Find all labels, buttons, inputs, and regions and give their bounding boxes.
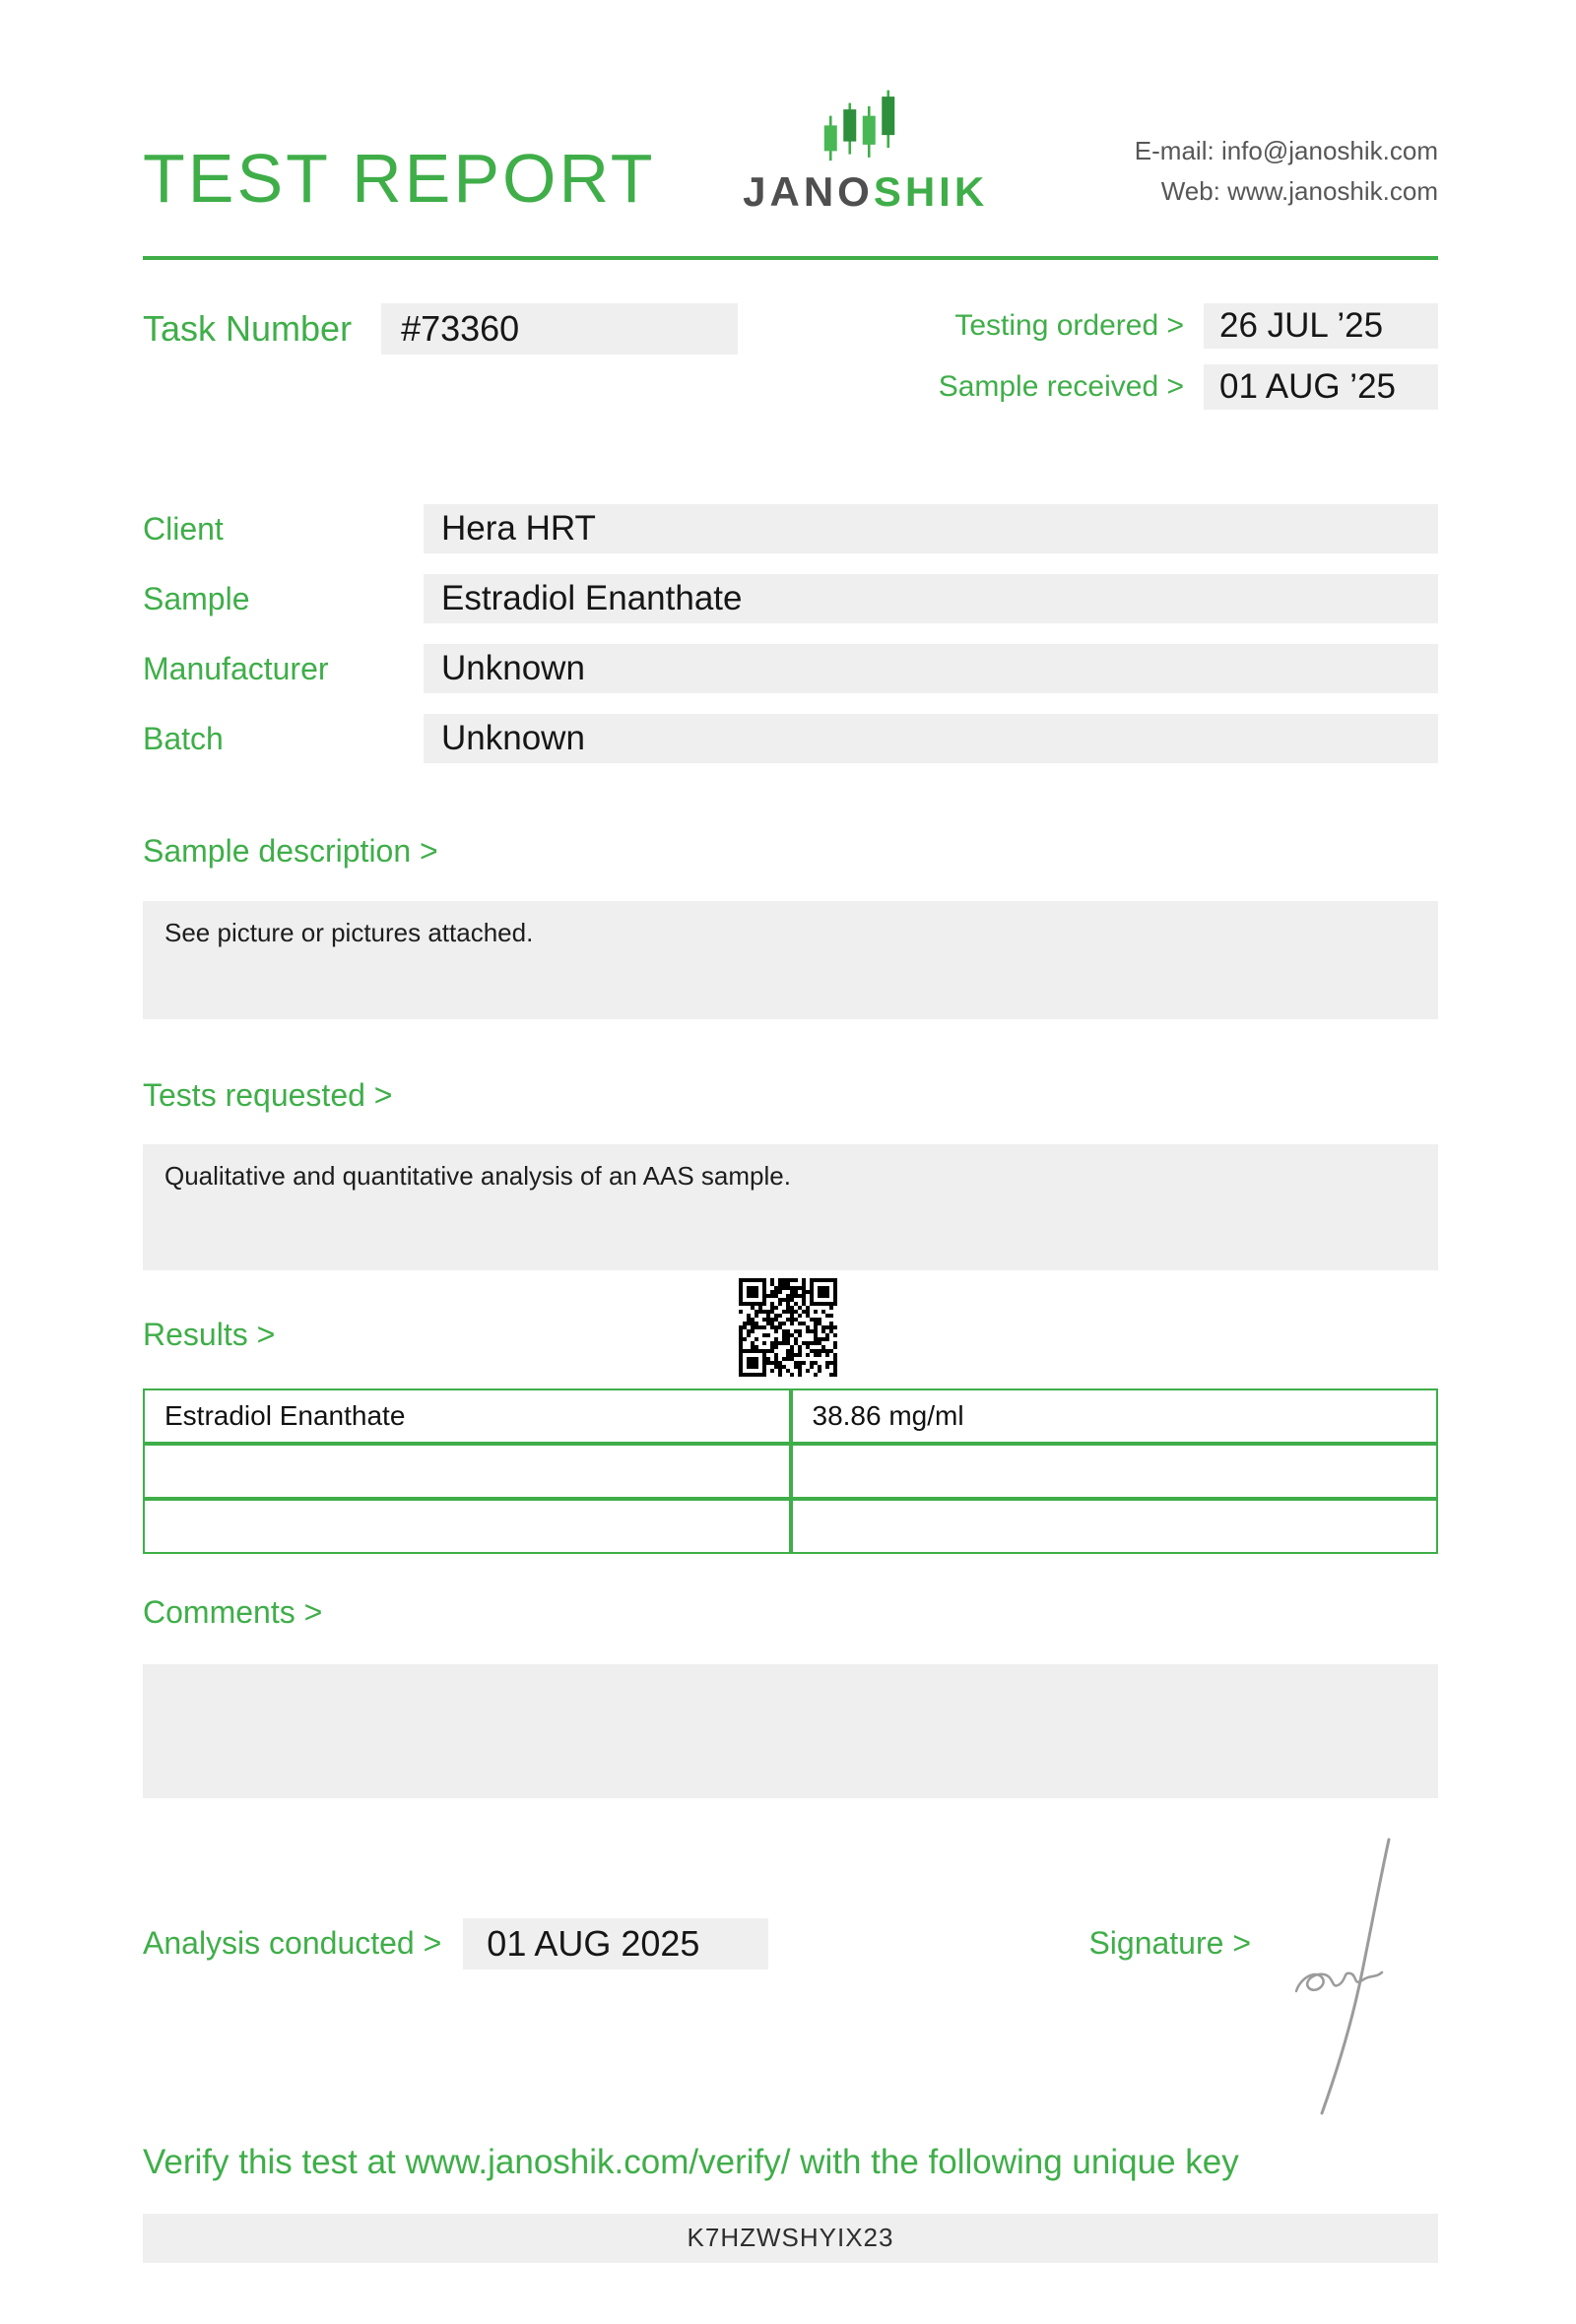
web-value: www.janoshik.com [1227,175,1438,206]
qr-code-icon [739,1278,837,1377]
verify-instruction: Verify this test at www.janoshik.com/verify/ with the following unique key [143,2142,1239,2181]
email-value: info@janoshik.com [1220,136,1438,166]
manufacturer-value: Unknown [424,644,1438,693]
logo-wordmark [743,168,989,215]
detail-row-sample [143,574,1438,623]
result-value [791,1499,1439,1554]
manufacturer-label: Manufacturer [143,650,329,686]
order-dates-group [939,303,1438,410]
batch-label: Batch [143,720,224,756]
logo-jano: JANO [743,168,874,215]
bar-chart-icon [815,87,917,167]
verify-key-box [143,2214,1438,2263]
analysis-conducted-group [143,1918,768,1969]
sample-received-row [939,364,1438,410]
logo-shik: SHIK [873,168,989,215]
signature-image [1273,1834,1420,2119]
result-substance [143,1499,791,1554]
table-row [143,1388,1438,1444]
sample-value: Estradiol Enanthate [424,574,1438,623]
results-table [143,1388,1438,1554]
result-value: 38.86 mg/ml [791,1388,1439,1444]
page-title: TEST REPORT [143,140,656,217]
batch-value: Unknown [424,714,1438,763]
table-row [143,1499,1438,1554]
verify-key: K7HZWSHYIX23 [687,2223,894,2253]
results-label: Results > [143,1316,276,1352]
comments-text [143,1664,1438,1798]
signature-group [1088,1924,1251,1962]
client-value: Hera HRT [424,504,1438,553]
task-number-value: #73360 [381,303,738,355]
comments-section [143,1593,1438,1797]
task-number-group [143,303,738,355]
email-line [1135,131,1438,170]
sample-received-value: 01 AUG ’25 [1204,364,1438,410]
web-label: Web: [1160,175,1220,206]
detail-row-batch [143,714,1438,763]
tests-requested-text: Qualitative and quantitative analysis of an AAS sample. [143,1144,1438,1270]
analysis-date-value: 01 AUG 2025 [463,1918,768,1969]
tests-requested-label: Tests requested > [143,1077,393,1114]
result-value [791,1444,1439,1499]
sample-label: Sample [143,580,250,616]
email-label: E-mail: [1134,136,1215,166]
janoshik-logo [743,87,988,213]
detail-row-manufacturer [143,644,1438,693]
detail-row-client [143,504,1438,553]
tests-requested-section [143,1076,1438,1269]
sample-description-section [143,832,1438,1019]
header-divider [143,256,1438,260]
testing-ordered-value: 26 JUL ’25 [1204,303,1438,349]
sample-description-label: Sample description > [143,833,438,869]
result-substance [143,1444,791,1499]
task-meta-row [143,303,1438,410]
signature-label: Signature > [1088,1925,1251,1962]
testing-ordered-label: Testing ordered > [954,309,1184,342]
result-substance: Estradiol Enanthate [143,1388,791,1444]
sample-details [143,504,1438,763]
sample-received-label: Sample received > [938,370,1184,403]
task-number-label: Task Number [143,308,353,349]
web-line [1135,171,1438,211]
testing-ordered-row [939,303,1438,349]
results-section [143,1316,1438,1554]
report-header [143,87,1438,217]
sample-description-text: See picture or pictures attached. [143,901,1438,1019]
client-label: Client [143,510,224,547]
contact-info [1135,131,1438,213]
comments-label: Comments > [143,1594,323,1631]
table-row [143,1444,1438,1499]
analysis-signature-row [143,1918,1438,1969]
analysis-conducted-label: Analysis conducted > [143,1925,442,1962]
